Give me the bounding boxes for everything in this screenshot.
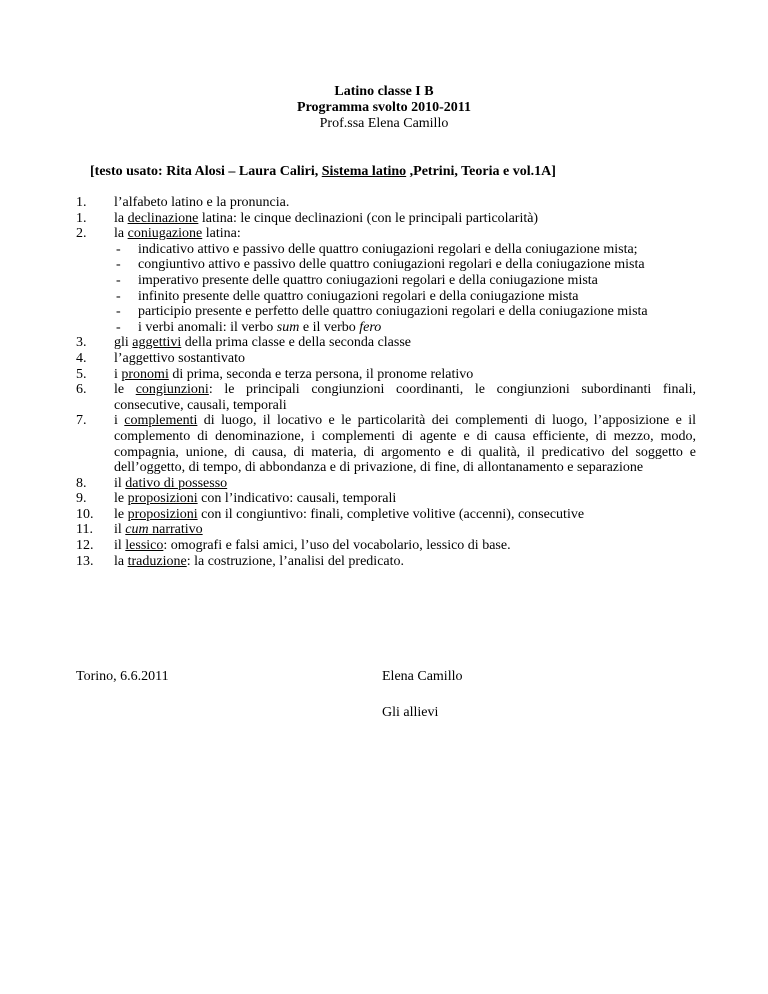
textbook-authors: [testo usato: Rita Alosi – Laura Caliri, bbox=[90, 164, 322, 179]
sub-list-item: - congiuntivo attivo e passivo delle quattro coniugazioni regolari e della coniugazione mista bbox=[116, 257, 645, 273]
sub-list-item: - i verbi anomali: il verbo sum e il verbo fero bbox=[116, 319, 382, 335]
list-item: 13. la traduzione: la costruzione, l’analisi del predicato. bbox=[76, 553, 405, 569]
textbook-reference bbox=[90, 164, 710, 180]
sub-list-item: - indicativo attivo e passivo delle quattro coniugazioni regolari e della coniugazione mista; bbox=[116, 241, 638, 257]
list-item: 12. il lessico: omografi e falsi amici, l’uso del vocabolario, lessico di base. bbox=[76, 538, 511, 554]
sub-list-item: - participio presente e perfetto delle quattro coniugazioni regolari e della coniugazione mista bbox=[116, 304, 648, 320]
sub-list-item: - imperativo presente delle quattro coniugazioni regolari e della coniugazione mista bbox=[116, 272, 598, 288]
list-item: 6. le congiunzioni: le principali congiunzioni coordinanti, le congiunzioni subordinanti finali, consecutive, causali, temporali bbox=[76, 382, 696, 413]
teacher-signature: Elena Camillo bbox=[382, 669, 463, 684]
students-signature: Gli allievi bbox=[382, 705, 439, 720]
program-list bbox=[76, 195, 696, 569]
list-item: 7. i complementi di luogo, il locativo e le particolarità dei complementi di luogo, l’apposizione e il complemento di denominazione, i complementi di agente e di causa efficiente, di mezzo, modo, compagnia, unione, di causa, di materia, di argomento e di qualità, il predicativo del soggetto e dell’oggetto, di tempo, di abbondanza e di privazione, di fine, di allontanamento e separazione bbox=[76, 413, 696, 476]
list-item: 3. gli aggettivi della prima classe e della seconda classe bbox=[76, 335, 412, 351]
list-item: 4. l’aggettivo sostantivato bbox=[76, 350, 246, 366]
document-header bbox=[0, 84, 768, 132]
list-item: 11. il cum narrativo bbox=[76, 522, 203, 538]
document-subtitle: Programma svolto 2010-2011 bbox=[297, 100, 471, 115]
teacher-name: Prof.ssa Elena Camillo bbox=[319, 116, 449, 131]
list-item: 1. la declinazione latina: le cinque declinazioni (con le principali particolarità) bbox=[76, 210, 539, 226]
list-item: 5. i pronomi di prima, seconda e terza persona, il pronome relativo bbox=[76, 366, 474, 382]
sub-list-item: - infinito presente delle quattro coniugazioni regolari e della coniugazione mista bbox=[116, 288, 579, 304]
list-item: 10. le proposizioni con il congiuntivo: finali, completive volitive (accenni), consecutive bbox=[76, 506, 585, 522]
place-date: Torino, 6.6.2011 bbox=[76, 669, 169, 684]
textbook-title: Sistema latino bbox=[321, 164, 407, 179]
list-item: 1. l’alfabeto latino e la pronuncia. bbox=[76, 195, 290, 210]
textbook-publisher: ,Petrini, Teoria e vol.1A] bbox=[406, 164, 556, 179]
list-item: 9. le proposizioni con l’indicativo: causali, temporali bbox=[76, 491, 397, 507]
list-item: 8. il dativo di possesso bbox=[76, 475, 228, 491]
document-title: Latino classe I B bbox=[334, 84, 434, 99]
list-item: 2. la coniugazione latina: bbox=[76, 226, 241, 242]
